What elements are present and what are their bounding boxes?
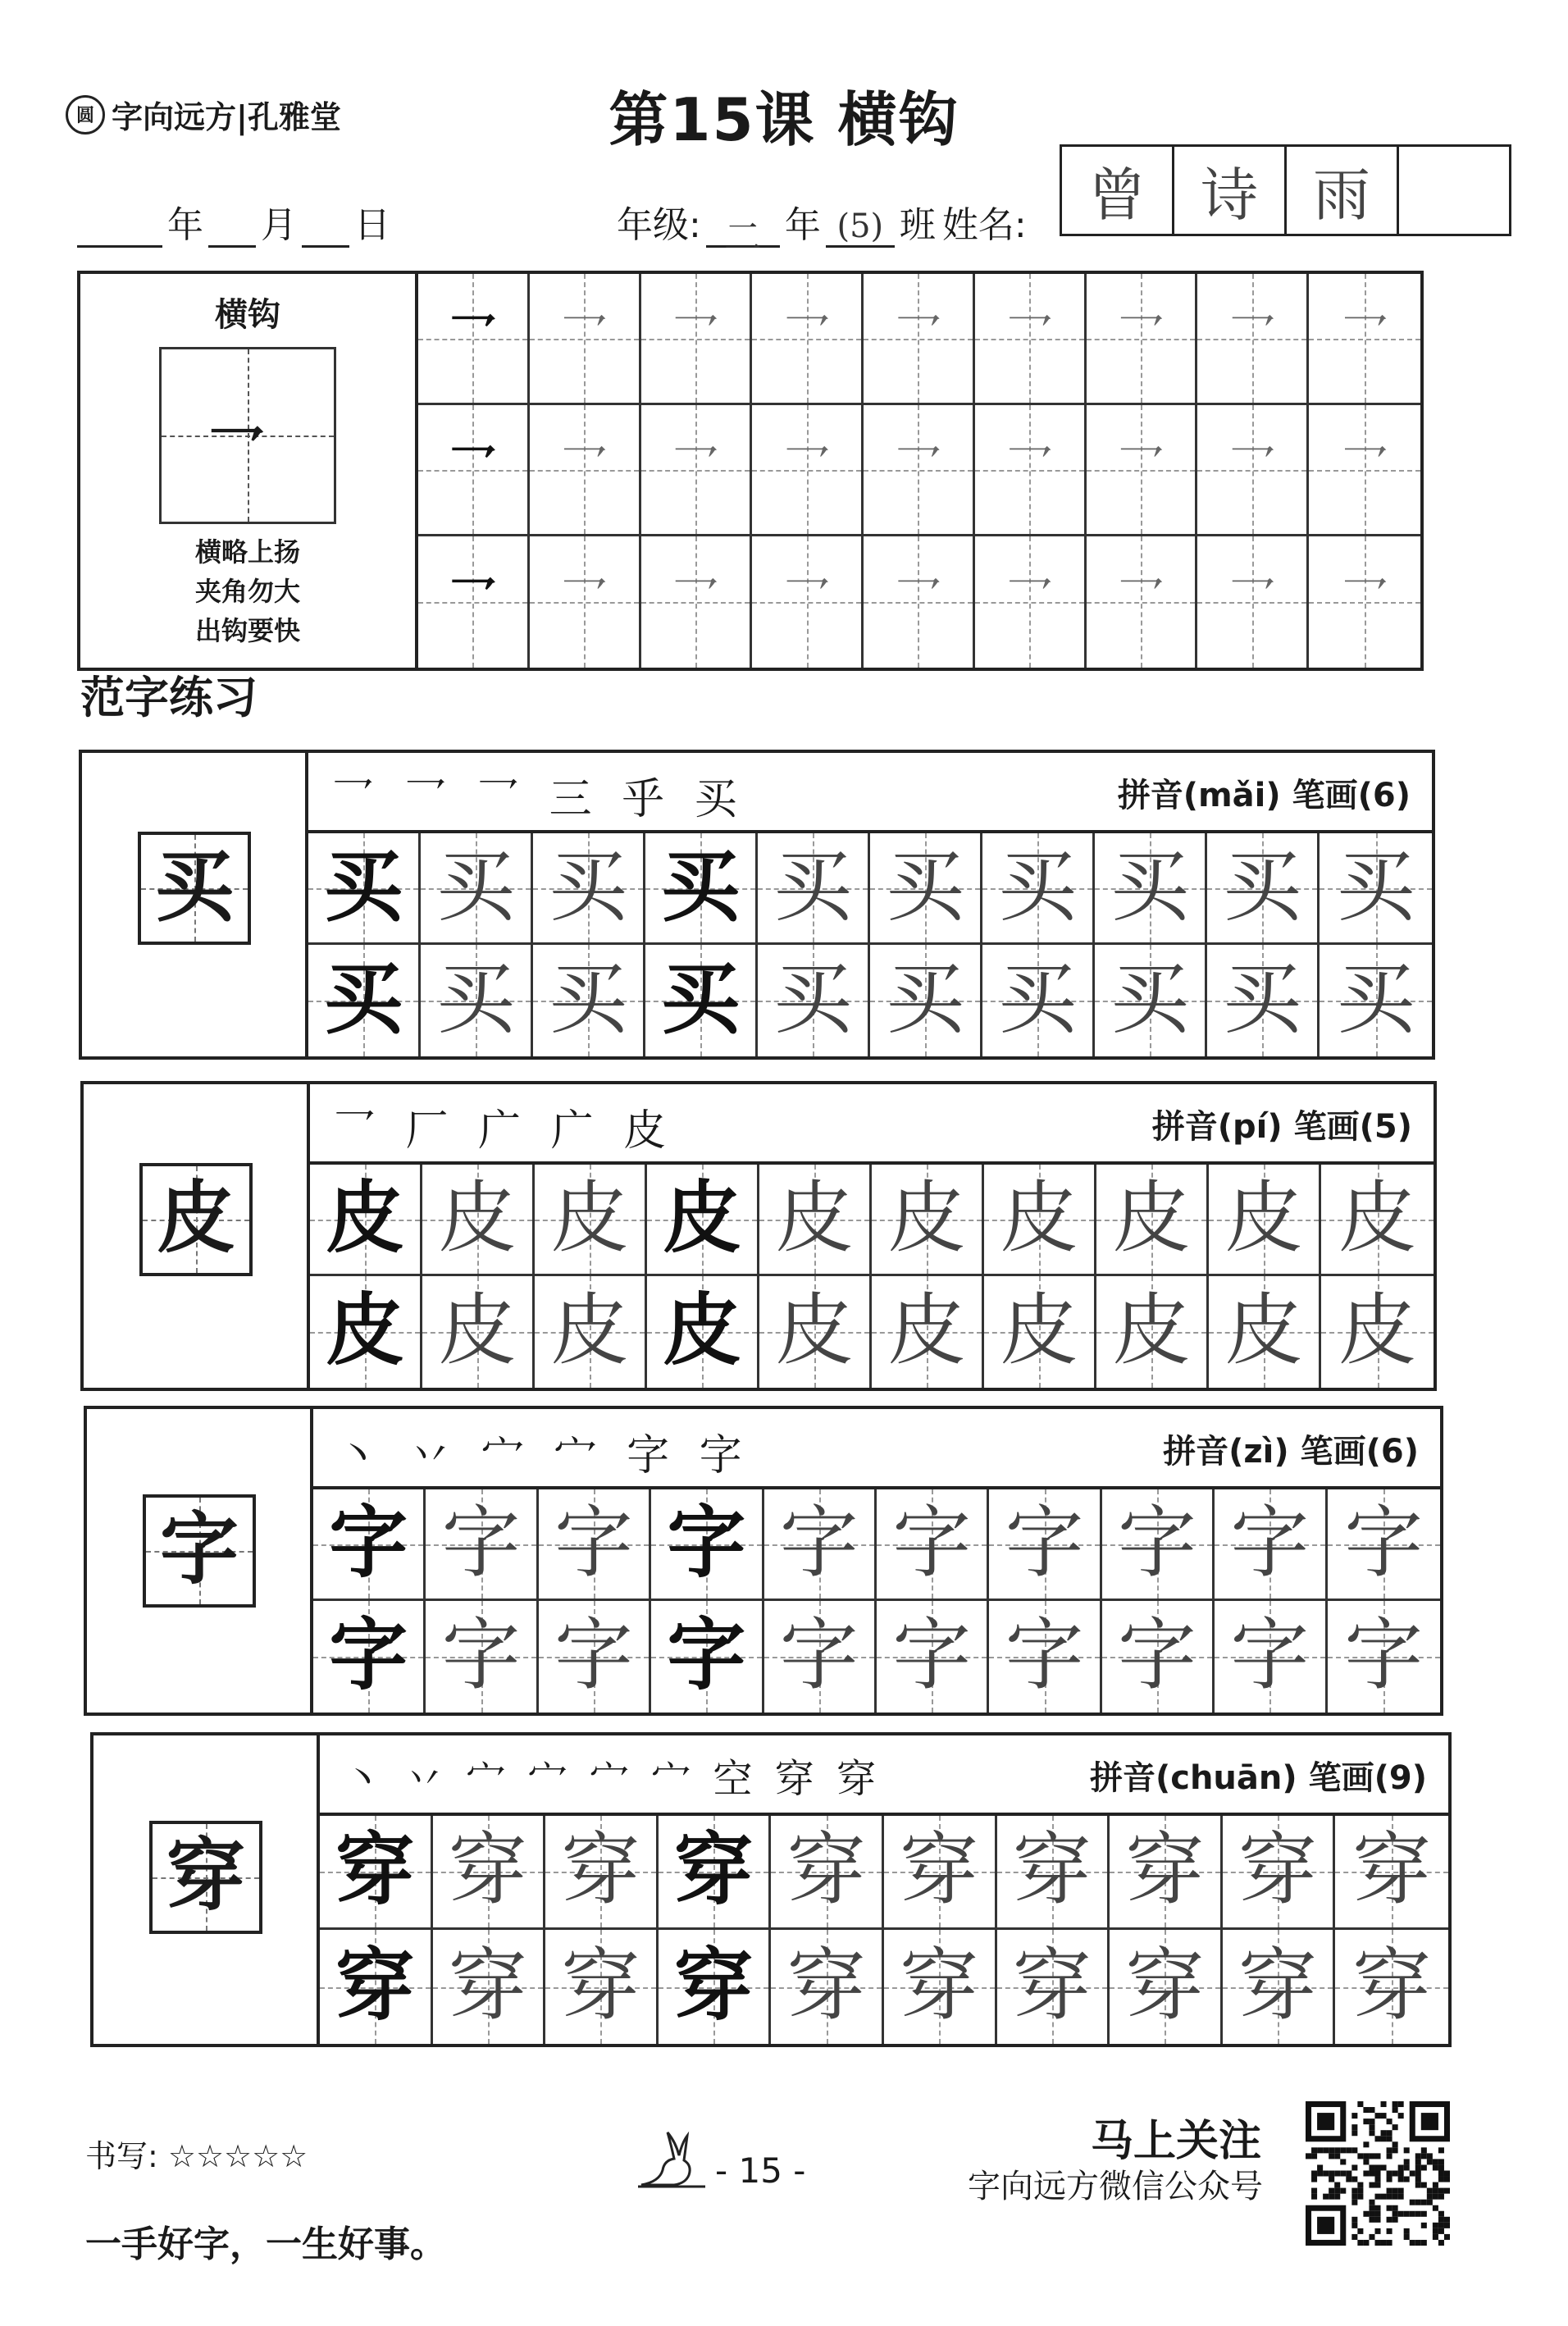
- char-meta: [1152, 1101, 1412, 1147]
- stroke-tip: 夹角勿大: [194, 576, 300, 607]
- year-blank[interactable]: [77, 208, 162, 248]
- handwritten-char: 字: [441, 1496, 521, 1589]
- practice-cell[interactable]: [1328, 1601, 1440, 1713]
- model-char: 买: [324, 839, 403, 933]
- handwritten-char: 皮: [1224, 1171, 1303, 1264]
- handwritten-char: 穿: [1125, 1824, 1205, 1917]
- practice-cell[interactable]: [1096, 1165, 1209, 1276]
- handwritten-char: 买: [773, 840, 852, 933]
- brand-mark-icon: 圆: [66, 95, 105, 135]
- practice-cell[interactable]: [422, 1276, 535, 1388]
- handwritten-char: 皮: [775, 1284, 854, 1377]
- stroke-cell[interactable]: [418, 405, 530, 536]
- model-char-box: [138, 832, 251, 945]
- model-char: 皮: [326, 1170, 404, 1264]
- practice-grid: [320, 1816, 1448, 2044]
- handwritten-char: 买: [549, 840, 627, 933]
- handwritten-char: 穿: [1238, 1939, 1318, 2032]
- practice-cell[interactable]: [651, 1601, 763, 1713]
- practice-stroke: 乛: [560, 440, 609, 496]
- model-char: 字: [667, 1495, 746, 1589]
- brand-text: 字向远方|孔雅堂: [112, 99, 341, 135]
- practice-stroke: 乛: [782, 440, 831, 496]
- practice-cell[interactable]: [1095, 945, 1207, 1056]
- stroke-cell[interactable]: [1087, 274, 1198, 405]
- model-char: 穿: [166, 1829, 245, 1922]
- practice-cell[interactable]: [1102, 1601, 1215, 1713]
- practice-cell[interactable]: [1223, 1930, 1336, 2044]
- practice-stroke: 乛: [1228, 572, 1276, 628]
- practice-cell[interactable]: [989, 1601, 1101, 1713]
- stroke-practice-section: [77, 271, 1424, 671]
- handwritten-char: 字: [1117, 1609, 1197, 1702]
- year-label: 年: [167, 204, 203, 246]
- practice-cell[interactable]: [539, 1489, 651, 1601]
- stroke-cell[interactable]: [1309, 274, 1420, 405]
- practice-cell[interactable]: [1320, 833, 1432, 945]
- stroke-cell[interactable]: [1197, 405, 1309, 536]
- practice-cell[interactable]: [1223, 1816, 1336, 1930]
- day-label: 日: [354, 204, 390, 246]
- practice-cell[interactable]: [872, 1165, 984, 1276]
- practice-stroke: 乛: [1117, 308, 1165, 365]
- stroke-practice-grid: [418, 274, 1420, 668]
- wechat-text: 字向远方微信公众号: [968, 2168, 1263, 2205]
- practice-cell[interactable]: [320, 1930, 433, 2044]
- pinyin: 拼音(chuān): [1089, 1759, 1297, 1797]
- model-char: 皮: [157, 1171, 235, 1265]
- model-stroke: 乛: [449, 440, 497, 496]
- class-label: 班: [899, 204, 936, 246]
- practice-stroke: 乛: [1341, 572, 1389, 628]
- handwritten-char: 字: [554, 1496, 633, 1589]
- practice-cell[interactable]: [982, 833, 1095, 945]
- name-cell[interactable]: 曾: [1062, 147, 1174, 234]
- stroke-tip: 出钩要快: [194, 615, 300, 646]
- practice-stroke: 乛: [894, 308, 942, 365]
- model-stroke: 乛: [449, 572, 497, 628]
- practice-cell[interactable]: [870, 833, 982, 945]
- practice-cell[interactable]: [647, 1165, 759, 1276]
- handwritten-char: 买: [1223, 840, 1301, 933]
- practice-cell[interactable]: [870, 945, 982, 1056]
- stroke-cell[interactable]: [975, 405, 1087, 536]
- date-line: [72, 195, 390, 248]
- handwritten-char: 买: [1336, 840, 1415, 933]
- practice-cell[interactable]: [313, 1601, 426, 1713]
- practice-stroke: 乛: [894, 440, 942, 496]
- practice-cell[interactable]: [645, 833, 758, 945]
- handwritten-char: 穿: [900, 1824, 979, 1917]
- practice-cell[interactable]: [989, 1489, 1101, 1601]
- model-char: 字: [160, 1503, 239, 1596]
- model-char: 字: [667, 1608, 746, 1702]
- stroke-order: 乛 厂 广 广 皮: [333, 1106, 675, 1156]
- practice-cell[interactable]: [877, 1601, 989, 1713]
- model-stroke: 乛: [449, 308, 497, 365]
- handwritten-char: 买: [886, 840, 964, 933]
- practice-stroke: 乛: [1341, 308, 1389, 365]
- handwritten-char: 皮: [550, 1284, 629, 1377]
- char-block-chuan: [90, 1732, 1452, 2047]
- stroke-cell[interactable]: [1309, 405, 1420, 536]
- practice-stroke: 乛: [1117, 572, 1165, 628]
- stroke-cell[interactable]: [530, 274, 641, 405]
- stroke-cell[interactable]: [641, 405, 753, 536]
- handwritten-char: 穿: [1352, 1939, 1432, 2032]
- stroke-cell[interactable]: [530, 536, 641, 668]
- practice-cell[interactable]: [1110, 1816, 1223, 1930]
- practice-stroke: 乛: [782, 308, 831, 365]
- model-char: 穿: [335, 1938, 415, 2032]
- handwritten-char: 皮: [1000, 1171, 1078, 1264]
- model-char: 买: [324, 952, 403, 1046]
- stroke-cell[interactable]: [752, 536, 864, 668]
- practice-cell[interactable]: [1328, 1489, 1440, 1601]
- char-meta: [1090, 1752, 1427, 1799]
- practice-stroke: 乛: [1005, 572, 1054, 628]
- stroke-cell[interactable]: [864, 536, 975, 668]
- pinyin: 拼音(mǎi): [1117, 777, 1281, 814]
- handwritten-char: 穿: [1012, 1939, 1092, 2032]
- stroke-glyph: 乛: [207, 420, 265, 487]
- practice-cell[interactable]: [1095, 833, 1207, 945]
- stroke-cell[interactable]: [418, 536, 530, 668]
- stroke-cell[interactable]: [1197, 274, 1309, 405]
- class-value[interactable]: (5): [826, 208, 895, 248]
- model-char: 字: [329, 1608, 408, 1702]
- practice-cell[interactable]: [426, 1489, 538, 1601]
- practice-stroke: 乛: [560, 308, 609, 365]
- handwritten-char: 买: [436, 953, 515, 1046]
- handwritten-char: 买: [773, 953, 852, 1046]
- practice-stroke: 乛: [1005, 440, 1054, 496]
- stroke-order: 乛 乛 乛 三 乎 买: [331, 775, 745, 824]
- practice-cell[interactable]: [997, 1816, 1110, 1930]
- practice-cell[interactable]: [771, 1930, 884, 2044]
- handwritten-char: 皮: [887, 1171, 966, 1264]
- handwritten-char: 穿: [1352, 1824, 1432, 1917]
- practice-grid: [310, 1165, 1434, 1388]
- practice-cell[interactable]: [1320, 945, 1432, 1056]
- grade-line: [617, 195, 1027, 259]
- handwritten-char: 穿: [561, 1824, 640, 1917]
- month-label: 月: [261, 204, 297, 246]
- month-blank[interactable]: [208, 208, 256, 248]
- stroke-count: 笔画(9): [1308, 1759, 1427, 1797]
- stroke-order: 丶 丷 宀 宀 字 字: [336, 1431, 750, 1480]
- handwritten-char: 字: [1230, 1496, 1310, 1589]
- practice-cell[interactable]: [764, 1489, 877, 1601]
- practice-cell[interactable]: [982, 945, 1095, 1056]
- stroke-cell[interactable]: [975, 536, 1087, 668]
- motto: 一手好字，一生好事。: [85, 2223, 446, 2265]
- handwritten-char: 买: [549, 953, 627, 1046]
- handwritten-char: 买: [998, 840, 1077, 933]
- handwritten-char: 买: [1336, 953, 1415, 1046]
- handwritten-char: 皮: [1224, 1284, 1303, 1377]
- handwritten-char: 穿: [1238, 1824, 1318, 1917]
- practice-cell[interactable]: [533, 833, 645, 945]
- handwritten-char: 皮: [1112, 1171, 1191, 1264]
- handwritten-char: 皮: [1112, 1284, 1191, 1377]
- handwritten-char: 字: [1344, 1609, 1424, 1702]
- practice-cell[interactable]: [313, 1489, 426, 1601]
- practice-cell[interactable]: [545, 1930, 659, 2044]
- model-char: 皮: [663, 1170, 741, 1264]
- handwritten-char: 穿: [786, 1824, 866, 1917]
- practice-cell[interactable]: [433, 1930, 546, 2044]
- section-title: 范字练习: [80, 672, 258, 723]
- name-cell[interactable]: 诗: [1174, 147, 1287, 234]
- char-block-pi: [80, 1081, 1437, 1391]
- practice-stroke: 乛: [1228, 440, 1276, 496]
- practice-cell[interactable]: [984, 1276, 1096, 1388]
- practice-cell[interactable]: [1110, 1930, 1223, 2044]
- handwritten-char: 皮: [550, 1171, 629, 1264]
- grade-label: 年级:: [617, 204, 701, 246]
- handwritten-char: 字: [1005, 1496, 1084, 1589]
- grade-year-label: 年: [784, 204, 821, 246]
- stroke-cell[interactable]: [752, 405, 864, 536]
- handwritten-char: 穿: [561, 1939, 640, 2032]
- handwritten-char: 字: [779, 1609, 859, 1702]
- practice-stroke: 乛: [671, 572, 719, 628]
- grade-value[interactable]: 二: [706, 208, 780, 248]
- practice-cell[interactable]: [1215, 1489, 1327, 1601]
- handwritten-char: 字: [554, 1609, 633, 1702]
- handwritten-char: 穿: [900, 1939, 979, 2032]
- model-char: 穿: [674, 1938, 754, 2032]
- qr-code-icon[interactable]: [1306, 2101, 1450, 2246]
- practice-cell[interactable]: [884, 1930, 997, 2044]
- practice-cell[interactable]: [308, 945, 421, 1056]
- handwritten-char: 穿: [448, 1939, 527, 2032]
- page-title: 第15课 横钩: [609, 85, 959, 154]
- practice-cell[interactable]: [758, 945, 870, 1056]
- handwritten-char: 字: [779, 1496, 859, 1589]
- stroke-guide: [80, 274, 418, 668]
- handwritten-char: 皮: [775, 1171, 854, 1264]
- char-block-zi: [84, 1406, 1443, 1716]
- handwritten-char: 字: [892, 1609, 972, 1702]
- practice-cell[interactable]: [535, 1276, 647, 1388]
- stroke-cell[interactable]: [641, 536, 753, 668]
- handwritten-char: 字: [1117, 1496, 1197, 1589]
- handwritten-char: 穿: [786, 1939, 866, 2032]
- handwritten-char: 字: [1344, 1496, 1424, 1589]
- practice-cell[interactable]: [426, 1601, 538, 1713]
- stroke-tip: 横略上扬: [194, 536, 300, 568]
- model-char: 皮: [663, 1284, 741, 1377]
- practice-stroke: 乛: [560, 572, 609, 628]
- handwritten-char: 皮: [1000, 1284, 1078, 1377]
- practice-cell[interactable]: [545, 1816, 659, 1930]
- model-char: 买: [661, 839, 740, 933]
- stroke-cell[interactable]: [1087, 405, 1198, 536]
- char-meta: [1163, 1425, 1419, 1472]
- char-meta: [1118, 769, 1411, 816]
- name-cell[interactable]: 雨: [1287, 147, 1399, 234]
- writing-rating: [85, 2131, 308, 2176]
- follow-text: 马上关注: [1091, 2117, 1262, 2166]
- practice-cell[interactable]: [1096, 1276, 1209, 1388]
- stroke-count: 笔画(6): [1292, 777, 1411, 814]
- stroke-cell[interactable]: [1309, 536, 1420, 668]
- practice-cell[interactable]: [997, 1930, 1110, 2044]
- practice-cell[interactable]: [659, 1930, 772, 2044]
- practice-cell[interactable]: [533, 945, 645, 1056]
- practice-cell[interactable]: [884, 1816, 997, 1930]
- stroke-cell[interactable]: [530, 405, 641, 536]
- char-block-mai: [79, 750, 1435, 1060]
- practice-cell[interactable]: [759, 1165, 872, 1276]
- rating-stars[interactable]: ☆☆☆☆☆: [167, 2138, 308, 2174]
- handwritten-char: 穿: [1012, 1824, 1092, 1917]
- practice-cell[interactable]: [421, 833, 533, 945]
- handwritten-char: 买: [436, 840, 515, 933]
- practice-cell[interactable]: [647, 1276, 759, 1388]
- handwritten-char: 皮: [887, 1284, 966, 1377]
- practice-cell[interactable]: [872, 1276, 984, 1388]
- practice-cell[interactable]: [1207, 945, 1320, 1056]
- practice-cell[interactable]: [1209, 1165, 1321, 1276]
- page-number: - 15 -: [715, 2150, 806, 2191]
- pinyin: 拼音(zì): [1163, 1433, 1289, 1471]
- handwritten-char: 买: [1110, 840, 1189, 933]
- handwritten-char: 穿: [448, 1824, 527, 1917]
- model-char-box: [149, 1821, 262, 1934]
- practice-stroke: 乛: [1341, 440, 1389, 496]
- practice-cell[interactable]: [310, 1276, 422, 1388]
- stroke-cell[interactable]: [864, 274, 975, 405]
- practice-cell[interactable]: [310, 1165, 422, 1276]
- practice-cell[interactable]: [877, 1489, 989, 1601]
- model-char: 穿: [674, 1823, 754, 1917]
- day-blank[interactable]: [302, 208, 349, 248]
- practice-cell[interactable]: [421, 945, 533, 1056]
- practice-cell[interactable]: [422, 1165, 535, 1276]
- practice-stroke: 乛: [671, 308, 719, 365]
- handwritten-char: 穿: [1125, 1939, 1205, 2032]
- practice-cell[interactable]: [1209, 1276, 1321, 1388]
- practice-cell[interactable]: [535, 1165, 647, 1276]
- practice-cell[interactable]: [1207, 833, 1320, 945]
- stroke-tips: [80, 532, 415, 650]
- stroke-cell[interactable]: [864, 405, 975, 536]
- practice-cell[interactable]: [645, 945, 758, 1056]
- handwritten-char: 买: [1223, 953, 1301, 1046]
- practice-cell[interactable]: [433, 1816, 546, 1930]
- practice-stroke: 乛: [1228, 308, 1276, 365]
- handwritten-char: 字: [892, 1496, 972, 1589]
- rating-label: 书写:: [85, 2138, 158, 2174]
- model-char: 字: [329, 1495, 408, 1589]
- handwritten-char: 皮: [438, 1171, 517, 1264]
- handwritten-char: 买: [998, 953, 1077, 1046]
- practice-stroke: 乛: [782, 572, 831, 628]
- model-char: 买: [155, 840, 234, 933]
- model-char-box: [139, 1163, 253, 1276]
- practice-cell[interactable]: [984, 1165, 1096, 1276]
- stroke-order: 丶 丷 宀 宀 宀 宀 空 穿 穿: [343, 1756, 882, 1802]
- handwritten-char: 买: [886, 953, 964, 1046]
- handwritten-char: 皮: [1338, 1171, 1417, 1264]
- practice-cell[interactable]: [758, 833, 870, 945]
- stroke-diagram: [159, 347, 336, 524]
- practice-cell[interactable]: [771, 1816, 884, 1930]
- practice-cell[interactable]: [1102, 1489, 1215, 1601]
- model-char: 皮: [326, 1284, 404, 1377]
- stroke-count: 笔画(6): [1300, 1433, 1419, 1471]
- practice-stroke: 乛: [1005, 308, 1054, 365]
- handwritten-char: 字: [1230, 1609, 1310, 1702]
- handwritten-char: 皮: [1338, 1284, 1417, 1377]
- practice-stroke: 乛: [894, 572, 942, 628]
- practice-cell[interactable]: [1321, 1276, 1434, 1388]
- stroke-cell[interactable]: [975, 274, 1087, 405]
- practice-cell[interactable]: [1321, 1165, 1434, 1276]
- stroke-name: 横钩: [215, 296, 280, 334]
- stroke-cell[interactable]: [418, 274, 530, 405]
- handwritten-char: 字: [1005, 1609, 1084, 1702]
- stroke-cell[interactable]: [1087, 536, 1198, 668]
- practice-cell[interactable]: [1335, 1930, 1448, 2044]
- name-cell[interactable]: [1399, 147, 1509, 234]
- practice-grid: [313, 1489, 1440, 1713]
- handwritten-char: 买: [1110, 953, 1189, 1046]
- practice-stroke: 乛: [1117, 440, 1165, 496]
- practice-cell[interactable]: [308, 833, 421, 945]
- practice-cell[interactable]: [764, 1601, 877, 1713]
- stroke-cell[interactable]: [641, 274, 753, 405]
- practice-cell[interactable]: [1215, 1601, 1327, 1713]
- model-char: 买: [661, 952, 740, 1046]
- pinyin: 拼音(pí): [1151, 1108, 1283, 1146]
- stroke-cell[interactable]: [1197, 536, 1309, 668]
- name-box: [1060, 144, 1511, 236]
- rabbit-icon: [635, 2128, 709, 2193]
- practice-cell[interactable]: [759, 1276, 872, 1388]
- practice-cell[interactable]: [651, 1489, 763, 1601]
- practice-cell[interactable]: [1335, 1816, 1448, 1930]
- stroke-count: 笔画(5): [1293, 1108, 1412, 1146]
- practice-grid: [308, 833, 1432, 1056]
- practice-cell[interactable]: [539, 1601, 651, 1713]
- practice-cell[interactable]: [320, 1816, 433, 1930]
- practice-stroke: 乛: [671, 440, 719, 496]
- stroke-cell[interactable]: [752, 274, 864, 405]
- handwritten-char: 皮: [438, 1284, 517, 1377]
- practice-cell[interactable]: [659, 1816, 772, 1930]
- model-char: 穿: [335, 1823, 415, 1917]
- handwritten-char: 字: [441, 1609, 521, 1702]
- model-char-box: [143, 1494, 256, 1608]
- name-label: 姓名:: [941, 204, 1027, 246]
